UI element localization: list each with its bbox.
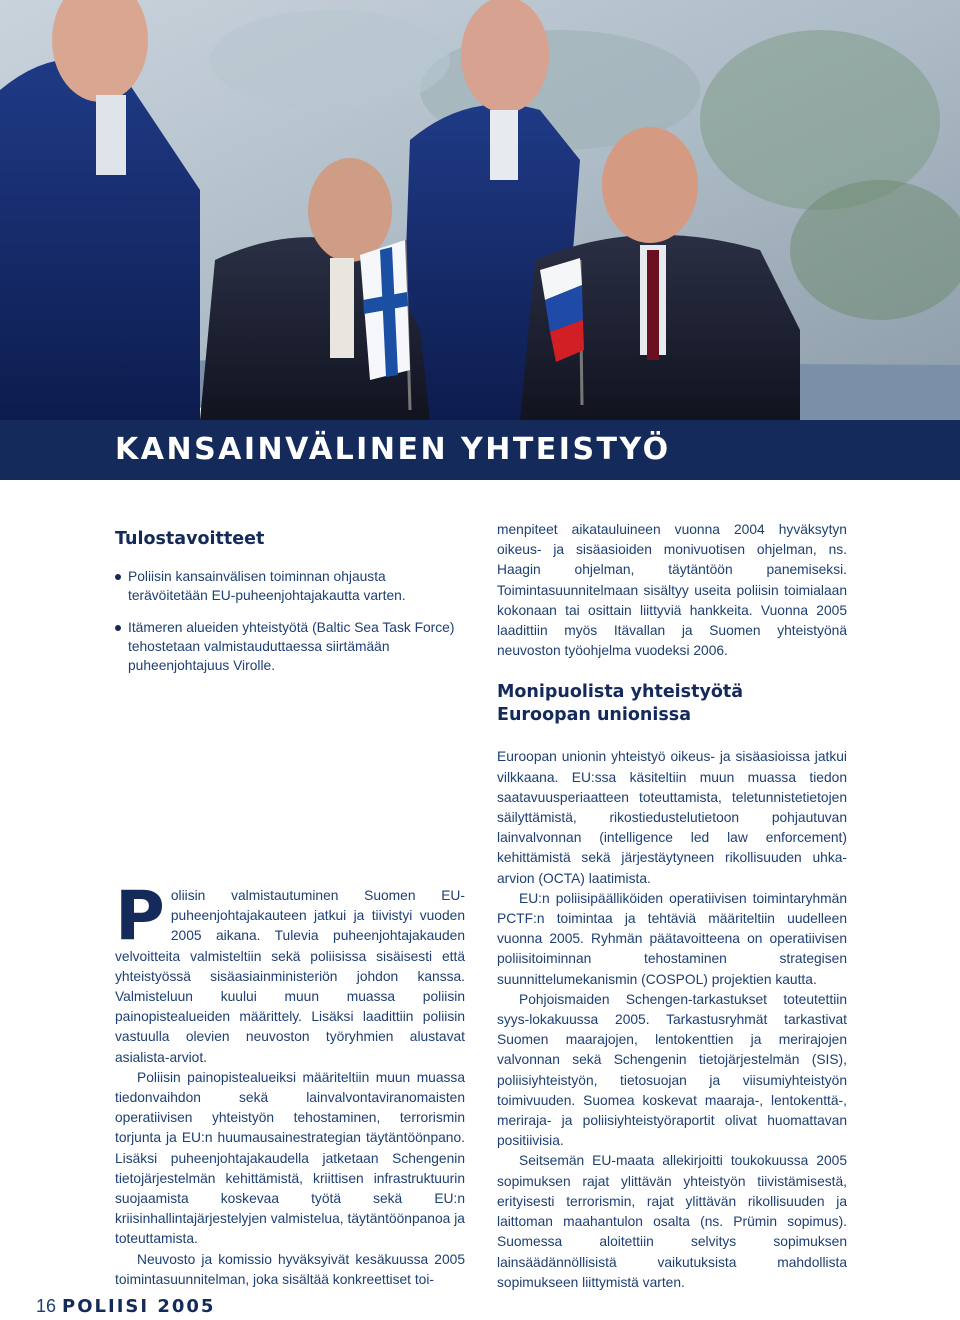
page-footer (36, 1296, 215, 1317)
subsection-heading-line: Monipuolista yhteistyötä (497, 682, 744, 703)
goals-item-text: Poliisin kansainvälisen toiminnan ohjausta terävöitetään EU-puheenjohtajakautta varten. (128, 569, 406, 603)
publication-name: POLIISI 2005 (62, 1296, 216, 1317)
paragraph-text: oliisin valmistautuminen Suomen EU-puheenjohtajakauteen jatkui ja tiivistyi vuoden 2005 aikana. Tulevia puheenjohtajakauden velvoitteita valmisteltiin sekä poliisissa sisäisesti että yhteistyössä sisäasiainministeriön johdon kanssa. Valmisteluun kuului muun muassa poliisin painopistealueiden määrittely. Lisäksi laadittiin poliisin vastuulla olevien neuvoston työryhmien alustavat asialista-arviot. (115, 888, 465, 1065)
right-column-text (497, 520, 847, 1293)
paragraph (115, 877, 465, 1068)
page-number: 16 (36, 1296, 57, 1316)
drop-cap: P (115, 877, 165, 956)
goals-item (115, 567, 465, 605)
bullet-icon (115, 625, 121, 631)
paragraph: Neuvosto ja komissio hyväksyivät kesäkuussa 2005 toimintasuunnitelman, joka sisältää konkreettiset toi- (115, 1251, 465, 1287)
goals-box (115, 528, 465, 688)
paragraph: Seitsemän EU-maata allekirjoitti toukokuussa 2005 sopimuksen rajat ylittävän yhteistyön tiivistämisestä, erityisesti terrorismin, rajat ylittävän rikollisuuden ja laittoman maahantulon osalta (ns. Prümin sopimus). Suomessa aloitettiin selvitys sopimuksen lainsäädännöllisistä vaikutuksista mahdollista sopimukseen liittymistä varten. (497, 1153, 847, 1290)
section-title: KANSAINVÄLINEN YHTEISTYÖ (115, 432, 671, 467)
subsection-heading-line: Euroopan unionissa (497, 705, 692, 726)
signing-ceremony-photo (0, 0, 960, 420)
bullet-icon (115, 574, 121, 580)
paragraph: Euroopan unionin yhteistyö oikeus- ja sisäasioissa jatkui vilkkaana. EU:ssa käsiteltiin muun muassa tiedon saatavuusperiaatteen toteuttamista, teletunnistetietojen säilyttämistä, rikostiedustelutietoon pohjautuvan lainvalvonnan (intelligence led law enforcement) kehittämistä sekä järjestäytyneen rikollisuuden uhka-arvion (OCTA) laatimista. (497, 749, 847, 886)
paragraph: EU:n poliisipäälliköiden operatiivisen toimintaryhmän PCTF:n toimintaa ja tehtäviä määriteltiin uudelleen vuonna 2005. Ryhmän päätavoitteena on operatiivisen poliisitoiminnan tehostaminen strategisen suunnittelumekanismin (COSPOL) projektien kautta. (497, 890, 847, 987)
subsection-heading (497, 681, 847, 727)
paragraph: Poliisin painopistealueiksi määriteltiin muun muassa tiedonvaihdon sekä lainvalvontaviranomaisten operatiivisen yhteistyön tehostaminen, terrorismin torjunta ja EU:n huumausainestrategian täytäntöönpano. Lisäksi puheenjohtajakaudella jatketaan Schengenin tietojärjestelmän kehittämistä, kriittisen infrastruktuurin suojaamista koskevaa työtä sekä EU:n kriisinhallintajärjestelyjen valmistelua, täytäntöönpanoa ja toteuttamista. (115, 1069, 465, 1247)
goals-list (115, 567, 465, 675)
left-column-text (115, 877, 465, 1290)
goals-item-text: Itämeren alueiden yhteistyötä (Baltic Sea Task Force) tehostetaan valmistauduttaessa siirtämään puheenjohtajuus Virolle. (128, 620, 455, 673)
header-photo (0, 0, 960, 420)
goals-heading: Tulostavoitteet (115, 529, 265, 549)
section-banner (0, 420, 960, 480)
paragraph: Pohjoismaiden Schengen-tarkastukset toteutettiin syys-lokakuussa 2005. Tarkastusryhmät tarkastivat Suomen maarajojen, lentokenttien ja merirajojen valvonnan sekä Schengenin tietojärjestelmän (SIS), poliisiyhteistyön, tietosuojan ja viisumiyhteistyön toimivuuden. Suomea koskevat maaraja-, lentokenttä-, meriraja- ja poliisiyhteistyöraportit olivat huomattavan positiivisia. (497, 991, 847, 1149)
goals-item (115, 618, 465, 675)
paragraph: menpiteet aikatauluineen vuonna 2004 hyväksytyn oikeus- ja sisäasioiden monivuotisen ohjelman, ns. Haagin ohjelman, täytäntöön panemiseksi. Toimintasuunnitelmaan sisältyy useita poliisin toimialaan kokonaan tai osittain liittyviä hankkeita. Vuonna 2005 laadittiin myös Itävallan ja Suomen yhteistyönä neuvoston työohjelma vuodeksi 2006. (497, 522, 847, 659)
